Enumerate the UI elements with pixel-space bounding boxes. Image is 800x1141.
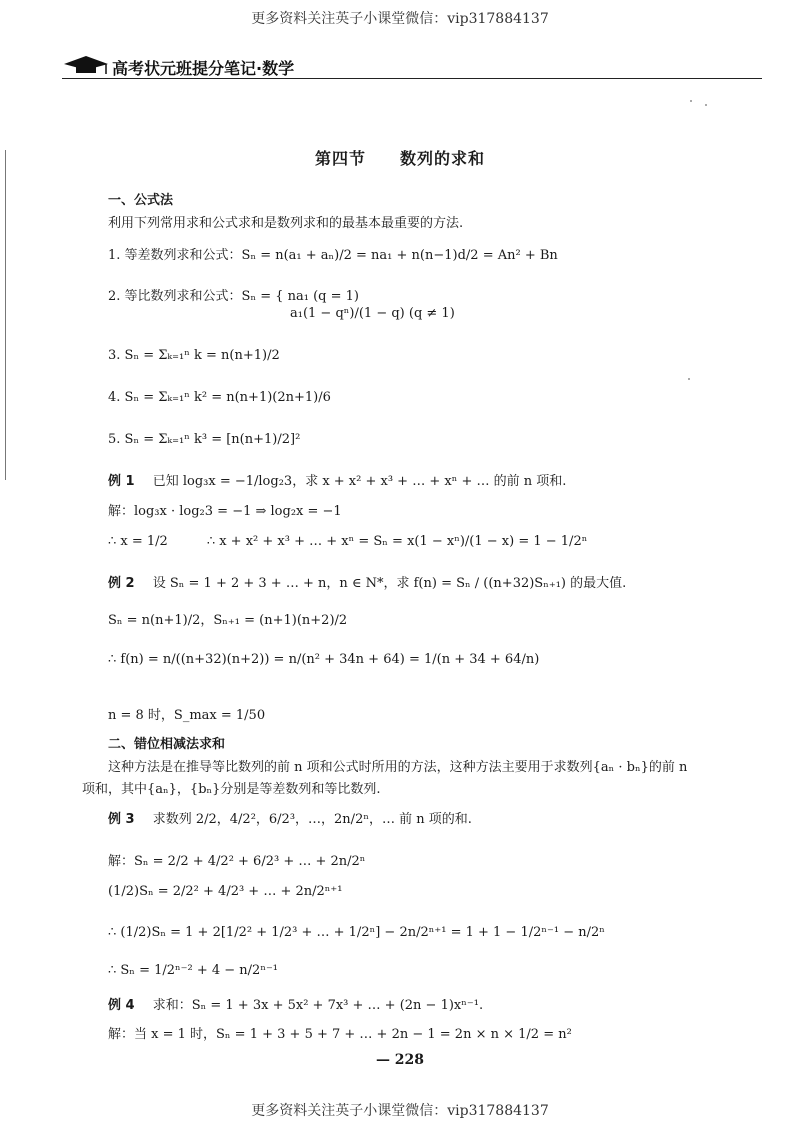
example-3-solution-2: (1/2)Sₙ = 2/2² + 4/2³ + … + 2n/2ⁿ⁺¹ [108, 884, 343, 899]
watermark-bottom: 更多资料关注英子小课堂微信：vip317884137 [251, 1103, 549, 1119]
example-3-solution-1: 解：Sₙ = 2/2 + 4/2² + 6/2³ + … + 2n/2ⁿ [108, 854, 366, 869]
heading-shift-subtract-method: 二、错位相减法求和 [108, 737, 226, 752]
example-label: 例 4 [108, 998, 135, 1013]
formula-sum-k3: 5. Sₙ = Σₖ₌₁ⁿ k³ = [n(n+1)/2]² [108, 432, 301, 447]
heading-formula-method: 一、公式法 [108, 193, 174, 208]
scan-edge-mark [5, 150, 6, 480]
scan-speck [690, 100, 692, 102]
example-label: 例 2 [108, 576, 135, 591]
method-intro-2: 项和，其中{aₙ}，{bₙ}分别是等差数列和等比数列. [82, 782, 381, 797]
example-label: 例 3 [108, 812, 135, 827]
example-4 [108, 994, 483, 1013]
formula-geometric-case2: a₁(1 − qⁿ)/(1 − q) (q ≠ 1) [290, 306, 455, 321]
scan-speck [705, 104, 707, 106]
formula-geometric-case1: 2. 等比数列求和公式：Sₙ = { na₁ (q = 1) [108, 289, 359, 304]
example-1-solution-1: 解：log₃x · log₂3 = −1 ⇒ log₂x = −1 [108, 504, 342, 519]
section-title: 第四节 数列的求和 [314, 149, 485, 168]
method-intro-1: 这种方法是在推导等比数列的前 n 项和公式时所用的方法，这种方法主要用于求数列{aₙ · bₙ}的前 n [108, 760, 688, 775]
example-1 [108, 470, 566, 489]
running-header [62, 52, 762, 80]
header-title: 高考状元班提分笔记·数学 [112, 59, 295, 78]
example-2-solution-3: n = 8 时，S_max = 1/50 [108, 708, 266, 723]
example-label: 例 1 [108, 474, 135, 489]
formula-sum-k2: 4. Sₙ = Σₖ₌₁ⁿ k² = n(n+1)(2n+1)/6 [108, 390, 331, 405]
formula-sum-k: 3. Sₙ = Σₖ₌₁ⁿ k = n(n+1)/2 [108, 348, 280, 363]
header-rule [62, 78, 762, 79]
formula-arithmetic: 1. 等差数列求和公式：Sₙ = n(a₁ + aₙ)/2 = na₁ + n(n−1)d/2 = An² + Bn [108, 248, 558, 263]
scan-speck [688, 378, 690, 380]
graduation-cap-icon [62, 54, 110, 76]
example-problem: 求和：Sₙ = 1 + 3x + 5x² + 7x³ + … + (2n − 1)xⁿ⁻¹. [152, 998, 484, 1013]
example-3-solution-3: ∴ (1/2)Sₙ = 1 + 2[1/2² + 1/2³ + … + 1/2ⁿ] − 2n/2ⁿ⁺¹ = 1 + 1 − 1/2ⁿ⁻¹ − n/2ⁿ [108, 925, 605, 940]
example-2-solution-2: ∴ f(n) = n/((n+32)(n+2)) = n/(n² + 34n + 64) = 1/(n + 34 + 64/n) [108, 652, 540, 667]
example-3 [108, 808, 472, 827]
example-3-solution-4: ∴ Sₙ = 1/2ⁿ⁻² + 4 − n/2ⁿ⁻¹ [108, 963, 279, 978]
example-4-solution-1: 解：当 x = 1 时，Sₙ = 1 + 3 + 5 + 7 + … + 2n − 1 = 2n × n × 1/2 = n² [108, 1027, 572, 1042]
example-problem: 求数列 2/2，4/2²，6/2³，…，2n/2ⁿ，… 前 n 项的和. [152, 812, 472, 827]
example-2-solution-1: Sₙ = n(n+1)/2，Sₙ₊₁ = (n+1)(n+2)/2 [108, 613, 348, 628]
example-problem: 设 Sₙ = 1 + 2 + 3 + … + n，n ∈ N*，求 f(n) = Sₙ / ((n+32)Sₙ₊₁) 的最大值. [152, 576, 627, 591]
page-number: — 228 [375, 1052, 425, 1068]
example-problem: 已知 log₃x = −1/log₂3，求 x + x² + x³ + … + xⁿ + … 的前 n 项和. [152, 474, 567, 489]
example-2 [108, 572, 626, 591]
example-1-solution-2: ∴ x = 1/2 ∴ x + x² + x³ + … + xⁿ = Sₙ = x(1 − xⁿ)/(1 − x) = 1 − 1/2ⁿ [108, 534, 588, 549]
formula-intro: 利用下列常用求和公式求和是数列求和的最基本最重要的方法. [108, 216, 464, 231]
watermark-top: 更多资料关注英子小课堂微信：vip317884137 [251, 11, 549, 27]
